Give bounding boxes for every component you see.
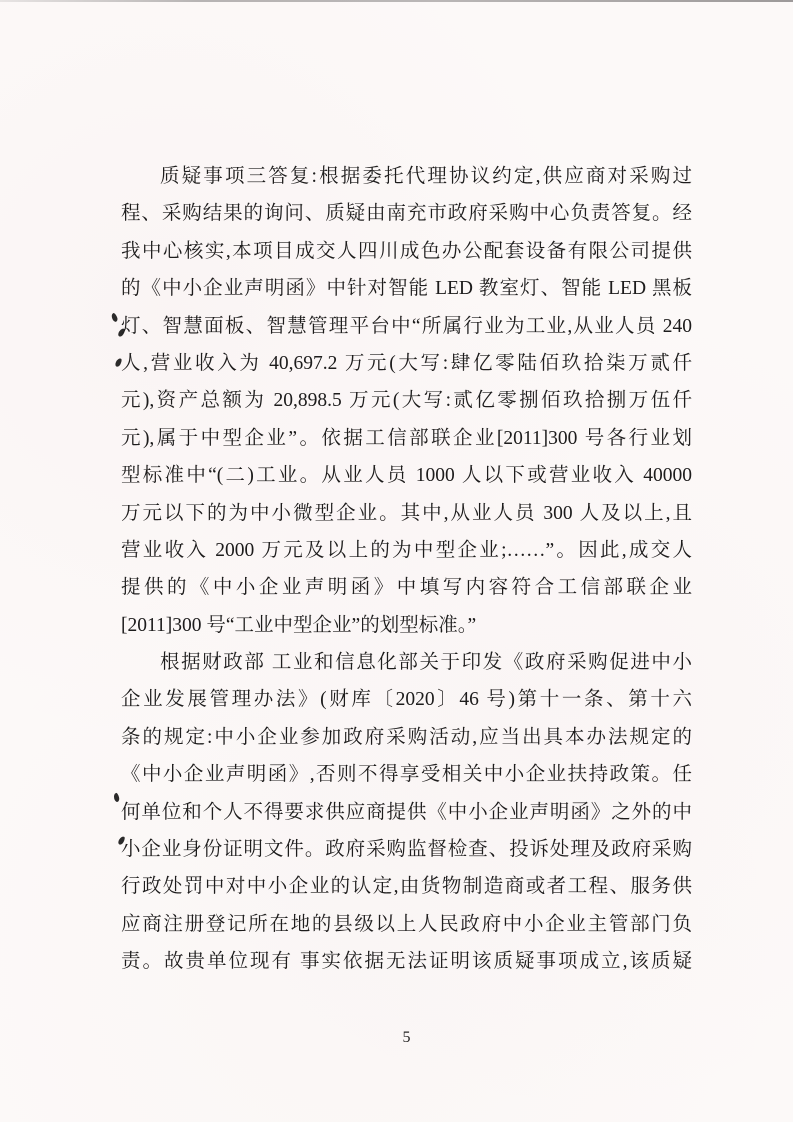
text-line: 小企业身份证明文件。政府采购监督检查、投诉处理及政府采购 <box>121 839 692 861</box>
text-line: 质疑事项三答复:根据委托代理协议约定,供应商对采购过 <box>160 166 692 187</box>
text-line: 元),属于中型企业”。依据工信部联企业[2011]300 号各行业划 <box>121 427 692 449</box>
text-line: 元),资产总额为 20,898.5 万元(大写:贰亿零捌佰玖拾捌万伍仟 <box>121 390 692 412</box>
text-line: 行政处罚中对中小企业的认定,由货物制造商或者工程、服务供 <box>121 876 692 898</box>
ink-speck <box>113 793 120 803</box>
text-line: 程、采购结果的询问、质疑由南充市政府采购中心负责答复。经 <box>121 203 692 225</box>
text-line: 责。故贵单位现有 事实依据无法证明该质疑事项成立,该质疑 <box>121 951 692 973</box>
text-line: 企业发展管理办法》(财库〔2020〕46 号)第十一条、第十六 <box>121 689 692 711</box>
text-line: 应商注册登记所在地的县级以上人民政府中小企业主管部门负 <box>121 913 692 935</box>
ink-speck <box>110 312 118 322</box>
text-line: 《中小企业声明函》,否则不得享受相关中小企业扶持政策。任 <box>121 764 692 786</box>
text-line: 人,营业收入为 40,697.2 万元(大写:肆亿零陆佰玖拾柒万贰仟 <box>121 352 692 374</box>
text-line: 根据财政部 工业和信息化部关于印发《政府采购促进中小 <box>160 652 692 674</box>
text-line: 万元以下的为中小微型企业。其中,从业人员 300 人及以上,且 <box>121 502 692 524</box>
text-line: [2011]300 号“工业中型企业”的划型标准。” <box>121 614 477 636</box>
text-line: 营业收入 2000 万元及以上的为中型企业;……”。因此,成交人 <box>121 539 692 561</box>
text-line: 何单位和个人不得要求供应商提供《中小企业声明函》之外的中 <box>121 801 692 823</box>
scan-edge-line <box>0 0 793 2</box>
text-line: 提供的《中小企业声明函》中填写内容符合工信部联企业 <box>121 577 692 599</box>
text-line: 型标准中“(二)工业。从业人员 1000 人以下或营业收入 40000 <box>121 465 692 487</box>
text-line: 的《中小企业声明函》中针对智能 LED 教室灯、智能 LED 黑板 <box>121 278 692 300</box>
text-line: 灯、智慧面板、智慧管理平台中“所属行业为工业,从业人员 240 <box>121 315 692 337</box>
paragraph <box>121 158 692 644</box>
text-line: 条的规定:中小企业参加政府采购活动,应当出具本办法规定的 <box>121 726 692 748</box>
page-number: 5 <box>402 1029 411 1046</box>
text-line: 我中心核实,本项目成交人四川成色办公配套设备有限公司提供 <box>121 240 692 262</box>
paragraph <box>121 644 692 981</box>
document-body <box>121 158 692 981</box>
